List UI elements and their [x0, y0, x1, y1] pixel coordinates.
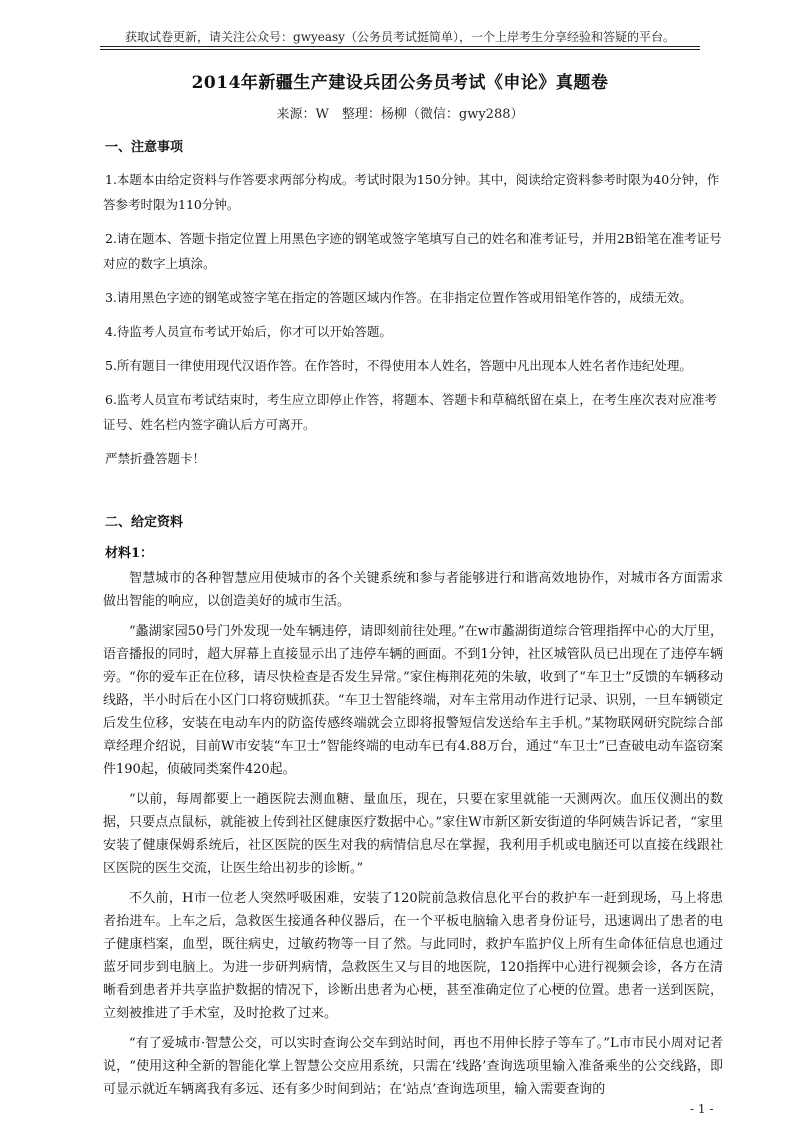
document-title: 2014年新疆生产建设兵团公务员考试《申论》真题卷 — [191, 73, 609, 93]
section-heading-notes: 一、注意事项 — [105, 140, 184, 155]
header-notice: 获取试卷更新，请关注公众号：gwyeasy（公务员考试挺简单），一个上岸考生分享经验和答疑的平台。 — [125, 30, 675, 44]
section-spacer — [103, 471, 723, 505]
material-label: 材料1： — [105, 546, 154, 561]
material-paragraph: 不久前，H市一位老人突然呼吸困难，安装了120院前急救信息化平台的救护车一赶到现场，马上将患者抬进车。上车之后，急救医生接通各种仪器后，在一个平板电脑输入患者身份证号，迅速调出了患者的电子健康档案，血型，既往病史，过敏药物等一目了然。与此同时，救护车监护仪上所有生命体征信息也通过蓝牙同步到电脑上。为进一步研判病情，急救医生又与目的地医院，120指挥中心进行视频会诊，各方在清晰看到患者并共享监护数据的情况下，诊断出患者为心梗，甚至准确定位了心梗的位置。患者一送到医院，立刻被推进了手术室，及时抢救了过来。 — [103, 891, 723, 1021]
note-item: 6.监考人员宣布考试结束时，考生应立即停止作答，将题本、答题卡和草稿纸留在桌上，在考生座次表对应准考证号、姓名栏内签字确认后方可离开。 — [103, 392, 717, 432]
note-item: 1.本题本由给定资料与作答要求两部分构成。考试时限为150分钟。其中，阅读给定资料参考时限为40分钟，作答参考时限为110分钟。 — [103, 172, 720, 212]
warning-note: 严禁折叠答题卡！ — [105, 451, 206, 466]
page-number: - 1 - — [690, 1102, 714, 1116]
document-body — [103, 130, 723, 1101]
material-paragraph: “以前，每周都要上一趟医院去测血糖、量血压，现在，只要在家里就能一天测两次。血压仪测出的数据，只要点点鼠标，就能被上传到社区健康医疗数据中心。”家住W市新区新安街道的华阿姨告诉记者，“家里安装了健康保姆系统后，社区医院的医生对我的病情信息尽在掌握，我利用手机或电脑还可以直接在线跟社区医院的医生交流，让医生给出初步的诊断。” — [103, 792, 723, 876]
material-paragraph: 智慧城市的各种智慧应用使城市的各个关键系统和参与者能够进行和谐高效地协作，对城市各方面需求做出智能的响应，以创造美好的城市生活。 — [103, 571, 723, 609]
note-item: 5.所有题目一律使用现代汉语作答。在作答时，不得使用本人姓名，答题中凡出现本人姓名者作违纪处理。 — [105, 358, 692, 373]
material-paragraph: “蠡湖家园50号门外发现一处车辆违停，请即刻前往处理。”在w市蠡湖街道综合管理指挥中心的大厅里，语音播报的同时，超大屏幕上直接显示出了违停车辆的画面。不到1分钟，社区城管队员已出现在了违停车辆旁。“你的爱车正在位移，请尽快检查是否发生异常。”家住梅荆花苑的朱敏，收到了“车卫士”反馈的车辆移动线路，半小时后在小区门口将窃贼抓获。“车卫士智能终端，对车主常用动作进行记录、识别，一旦车辆锁定后发生位移，安装在电动车内的防盗传感终端就会立即将报警短信发送给车主手机。”某物联网研究院综合部章经理介绍说，目前W市安装“车卫士”智能终端的电动车已有4.88万台，通过“车卫士”已查破电动车盗窃案件190起，侦破同类案件420起。 — [103, 624, 723, 777]
note-item: 2.请在题本、答题卡指定位置上用黑色字迹的钢笔或签字笔填写自己的姓名和准考证号，并用2B铅笔在准考证号对应的数字上填涂。 — [103, 231, 722, 271]
note-item: 4.待监考人员宣布考试开始后，你才可以开始答题。 — [105, 324, 392, 339]
section-heading-materials: 二、给定资料 — [105, 515, 184, 530]
header-divider-secondary — [100, 49, 700, 50]
material-paragraph: “有了爱城市·智慧公交，可以实时查询公交车到站时间，再也不用伸长脖子等车了。”L市市民小周对记者说，“使用这种全新的智能化掌上智慧公交应用系统，只需在‘线路’查询选项里输入准备乘坐的公交线路，即可显示就近车辆离我有多远、还有多少时间到站；在‘站点’查询选项里，输入需要查询的 — [103, 1036, 723, 1097]
note-item: 3.请用黑色字迹的钢笔或签字笔在指定的答题区域内作答。在非指定位置作答或用铅笔作答的，成绩无效。 — [105, 290, 692, 305]
document-source: 来源：W 整理：杨柳（微信：gwy288） — [276, 107, 524, 122]
header-divider — [100, 46, 700, 47]
